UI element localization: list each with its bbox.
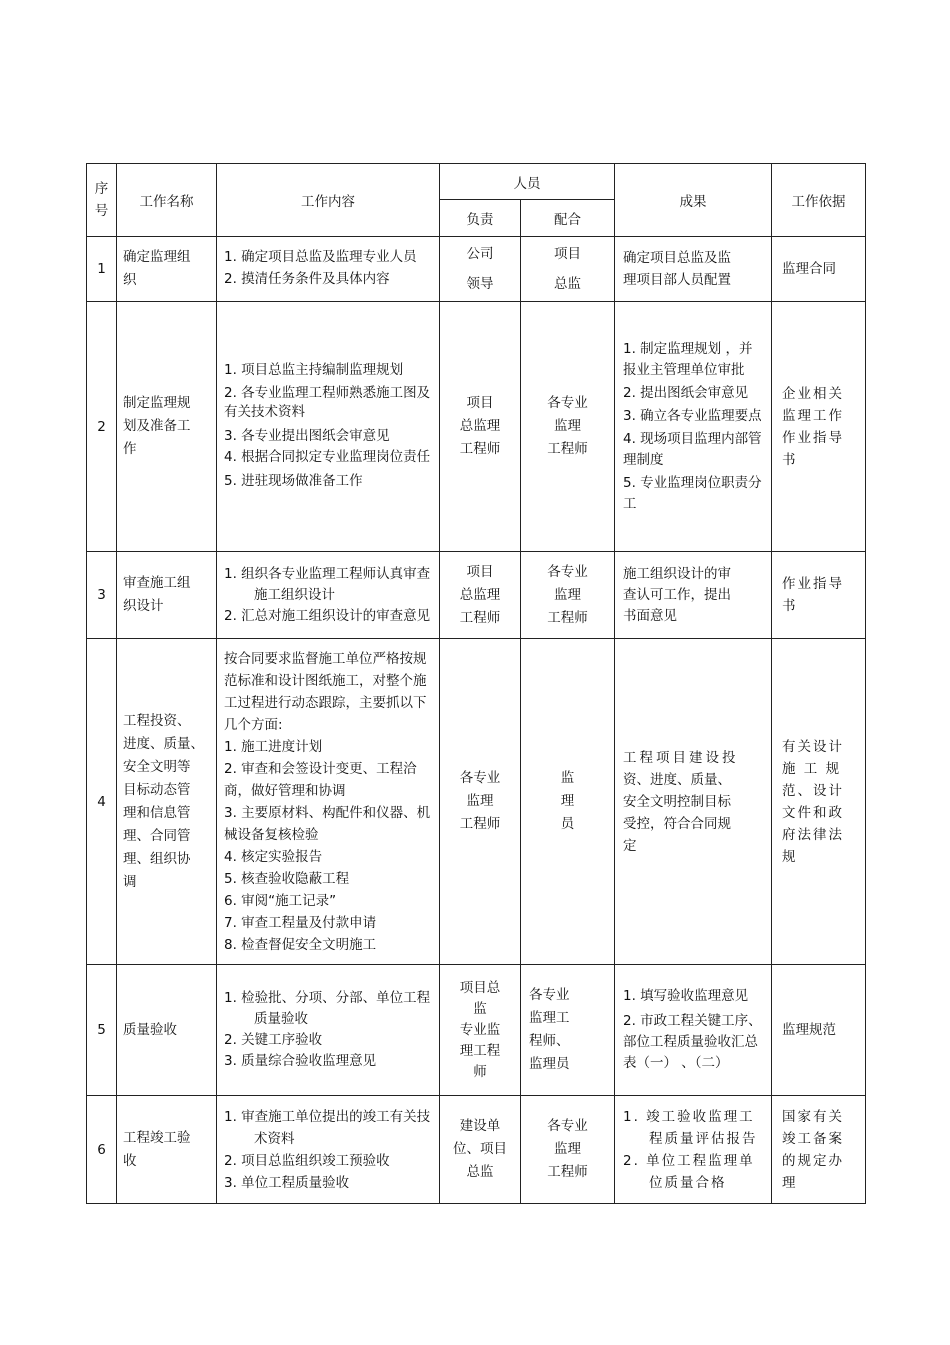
- row-name: [117, 1096, 217, 1204]
- row-cooperate: [521, 639, 615, 965]
- content-line: 1. 确定项目总监及监理专业人员: [224, 249, 417, 265]
- row-name: [117, 552, 217, 639]
- content-line: 3. 各专业提出图纸会审意见: [224, 428, 390, 444]
- basis-line: 的规定办: [782, 1152, 844, 1169]
- basis-line: 书: [782, 598, 798, 614]
- name-line: 划及准备工: [123, 418, 191, 434]
- header-responsible: 负责: [440, 200, 521, 237]
- basis-line: 作业指导: [782, 576, 844, 592]
- result-line: 安全文明控制目标: [623, 793, 731, 810]
- row-name: [117, 965, 217, 1096]
- name-line: 理、组织协: [123, 850, 191, 867]
- row-responsible: [440, 302, 521, 552]
- row-seq: 4: [87, 639, 117, 965]
- result-line: 2. 市政工程关键工序、部位工程质量验收汇总表（一） 、（二）: [623, 1013, 762, 1071]
- row-name: [117, 302, 217, 552]
- result-line: 定: [623, 837, 637, 854]
- result-line: 1. 竣工验收监理工程质量评估报告: [623, 1108, 758, 1147]
- content-line: 3. 质量综合验收监理意见: [224, 1053, 377, 1069]
- row-responsible: [440, 965, 521, 1096]
- name-line: 织: [123, 272, 137, 288]
- header-personnel: 人员: [440, 164, 615, 200]
- row-responsible: [440, 1096, 521, 1204]
- person-line: 各专业: [459, 770, 501, 786]
- name-line: 调: [123, 873, 137, 890]
- basis-line: 有关设计: [782, 738, 844, 755]
- row-basis: [772, 237, 866, 302]
- person-line: 项目: [466, 395, 494, 411]
- table-row: [87, 965, 866, 1096]
- result-line: 1. 填写验收监理意见: [623, 988, 749, 1004]
- row-name: [117, 237, 217, 302]
- content-line: 8. 检查督促安全文明施工: [224, 936, 377, 953]
- basis-line: 监理规范: [782, 1022, 836, 1038]
- row-basis: [772, 552, 866, 639]
- header-seq: [87, 164, 117, 237]
- basis-line: 国家有关: [782, 1108, 844, 1125]
- person-line: 师: [473, 1063, 487, 1080]
- name-line: 工程投资、: [123, 712, 191, 729]
- basis-line: 监理工作: [782, 407, 844, 424]
- table-row: [87, 639, 866, 965]
- content-line: 7. 审查工程量及付款申请: [224, 914, 377, 931]
- person-line: 项目: [466, 563, 494, 580]
- person-line: 工程师: [459, 441, 501, 457]
- name-line: 审查施工组: [123, 575, 191, 591]
- row-content: [217, 639, 440, 965]
- result-line: 1. 制定监理规划 ，并报业主管理单位审批: [623, 340, 753, 378]
- basis-line: 范、设计: [782, 782, 844, 799]
- name-line: 工程竣工验: [123, 1129, 191, 1146]
- result-line: 确定项目总监及监: [623, 250, 731, 266]
- person-line: 监: [560, 770, 575, 786]
- person-line: 监理: [554, 586, 581, 603]
- result-line: 2. 提出图纸会审意见: [623, 384, 749, 401]
- content-line: 1. 组织各专业监理工程师认真审查施工组织设计: [224, 565, 431, 603]
- person-line: 工程师: [459, 609, 501, 626]
- person-line: 监理: [554, 1141, 581, 1157]
- basis-line: 竣工备案: [782, 1130, 844, 1147]
- header-content: 工作内容: [217, 164, 440, 237]
- work-table: [86, 163, 866, 1204]
- row-responsible: [440, 552, 521, 639]
- person-line: 各专业: [547, 395, 588, 411]
- content-intro: 按合同要求监督施工单位严格按规范标准和设计图纸施工，对整个施工过程进行动态跟踪，主要抓以下几个方面:: [224, 650, 427, 733]
- basis-line: 理: [782, 1174, 798, 1191]
- person-line: 理: [560, 793, 575, 809]
- content-line: 1. 审查施工单位提出的竣工有关技术资料: [224, 1108, 431, 1147]
- basis-line: 施 工 规: [782, 760, 842, 777]
- person-line: 监理: [466, 793, 494, 809]
- row-result: [615, 965, 772, 1096]
- header-basis: 工作依据: [772, 164, 866, 237]
- row-result: [615, 552, 772, 639]
- name-line: 目标动态管: [123, 781, 191, 798]
- content-line: 1. 检验批、分项、分部、单位工程质量验收: [224, 990, 431, 1027]
- person-line: 建设单: [459, 1118, 501, 1134]
- person-line: 工程师: [459, 816, 501, 832]
- content-line: 1. 项目总监主持编制监理规划: [224, 362, 404, 378]
- person-line: 领导: [466, 276, 494, 292]
- name-line: 确定监理组: [123, 249, 191, 265]
- person-line: 项目总: [459, 979, 501, 996]
- content-line: 5. 核查验收隐蔽工程: [224, 870, 350, 887]
- name-line: 安全文明等: [123, 758, 191, 775]
- row-cooperate: [521, 1096, 615, 1204]
- row-name: [117, 639, 217, 965]
- name-line: 作: [123, 441, 137, 457]
- row-content: [217, 552, 440, 639]
- row-seq: 1: [87, 237, 117, 302]
- basis-line: 规: [782, 848, 798, 865]
- person-line: 总监: [466, 1164, 494, 1180]
- name-line: 制定监理规: [123, 395, 191, 411]
- row-result: [615, 237, 772, 302]
- content-line: 4. 核定实验报告: [224, 848, 323, 865]
- content-line: 2. 汇总对施工组织设计的审查意见: [224, 607, 431, 624]
- row-seq: 6: [87, 1096, 117, 1204]
- content-line: 3. 单位工程质量验收: [224, 1174, 350, 1191]
- row-basis: [772, 965, 866, 1096]
- person-line: 总监: [554, 276, 581, 292]
- result-line: 5. 专业监理岗位职责分工: [623, 474, 762, 512]
- content-line: 5. 进驻现场做准备工作: [224, 473, 363, 489]
- table-row: [87, 237, 866, 302]
- person-line: 工程师: [547, 609, 588, 626]
- content-line: 4. 根据合同拟定专业监理岗位责任: [224, 449, 431, 465]
- content-line: 2. 各专业监理工程师熟悉施工图及有关技术资料: [224, 385, 431, 420]
- content-line: 2. 摸清任务条件及具体内容: [224, 271, 390, 287]
- row-basis: [772, 1096, 866, 1204]
- row-content: [217, 302, 440, 552]
- person-line: 程师、: [529, 1033, 570, 1049]
- name-line: 质量验收: [123, 1021, 177, 1038]
- row-basis: [772, 302, 866, 552]
- result-line: 4. 现场项目监理内部管理制度: [623, 430, 762, 468]
- header-row: [87, 164, 866, 200]
- row-content: [217, 1096, 440, 1204]
- row-result: [615, 639, 772, 965]
- result-line: 工程项目建设投: [623, 749, 739, 766]
- result-line: 3. 确立各专业监理要点: [623, 407, 762, 424]
- table-row: [87, 1096, 866, 1204]
- row-cooperate: [521, 302, 615, 552]
- person-line: 位、项目: [453, 1141, 507, 1157]
- result-line: 施工组织设计的审: [623, 565, 731, 582]
- row-seq: 5: [87, 965, 117, 1096]
- result-line: 资、进度、质量、: [623, 771, 731, 788]
- basis-line: 府法律法: [782, 826, 844, 843]
- basis-line: 作业指导: [782, 429, 844, 446]
- person-line: 总监理: [459, 586, 501, 603]
- person-line: 理工程: [459, 1042, 501, 1059]
- person-line: 公司: [466, 246, 494, 262]
- header-cooperate: 配合: [521, 200, 615, 237]
- row-result: [615, 302, 772, 552]
- row-cooperate: [521, 965, 615, 1096]
- row-seq: 2: [87, 302, 117, 552]
- row-cooperate: [521, 552, 615, 639]
- header-name: 工作名称: [117, 164, 217, 237]
- row-content: [217, 237, 440, 302]
- name-line: 织设计: [123, 598, 164, 614]
- person-line: 项目: [554, 246, 581, 262]
- content-line: 2. 审查和会签设计变更、工程洽商，做好管理和协调: [224, 760, 417, 799]
- header-seq-label: 序号: [94, 181, 109, 219]
- basis-line: 书: [782, 451, 798, 468]
- person-line: 监: [473, 1000, 487, 1017]
- person-line: 总监理: [459, 418, 501, 434]
- result-line: 书面意见: [623, 607, 677, 624]
- row-content: [217, 965, 440, 1096]
- content-line: 3. 主要原材料、构配件和仪器、机械设备复核检验: [224, 804, 431, 843]
- person-line: 各专业: [547, 563, 588, 580]
- row-cooperate: [521, 237, 615, 302]
- name-line: 收: [123, 1152, 137, 1169]
- result-line: 受控，符合合同规: [623, 815, 731, 832]
- table-row: [87, 552, 866, 639]
- content-line: 2. 项目总监组织竣工预验收: [224, 1152, 390, 1169]
- table-row: [87, 302, 866, 552]
- person-line: 监理: [554, 418, 581, 434]
- basis-line: 企业相关: [782, 385, 844, 402]
- row-result: [615, 1096, 772, 1204]
- name-line: 理、合同管: [123, 827, 191, 844]
- content-line: 2. 关键工序验收: [224, 1032, 323, 1048]
- row-seq: 3: [87, 552, 117, 639]
- header-result: 成果: [615, 164, 772, 237]
- name-line: 进度、质量、: [123, 735, 204, 752]
- row-responsible: [440, 237, 521, 302]
- result-line: 理项目部人员配置: [623, 272, 731, 288]
- person-line: 监理工: [529, 1010, 570, 1026]
- person-line: 员: [560, 816, 575, 832]
- name-line: 理和信息管: [123, 804, 191, 821]
- basis-line: 监理合同: [782, 261, 836, 277]
- person-line: 监理员: [529, 1056, 570, 1072]
- result-line: 2. 单位工程监理单位质量合格: [623, 1152, 755, 1191]
- basis-line: 文件和政: [782, 804, 844, 821]
- row-basis: [772, 639, 866, 965]
- person-line: 专业监: [459, 1021, 501, 1038]
- row-responsible: [440, 639, 521, 965]
- person-line: 工程师: [547, 1164, 588, 1180]
- person-line: 各专业: [547, 1118, 588, 1134]
- content-line: 6. 审阅“施工记录”: [224, 892, 337, 909]
- person-line: 各专业: [529, 987, 570, 1003]
- result-line: 查认可工作，提出: [623, 586, 731, 603]
- person-line: 工程师: [547, 441, 588, 457]
- content-line: 1. 施工进度计划: [224, 738, 323, 755]
